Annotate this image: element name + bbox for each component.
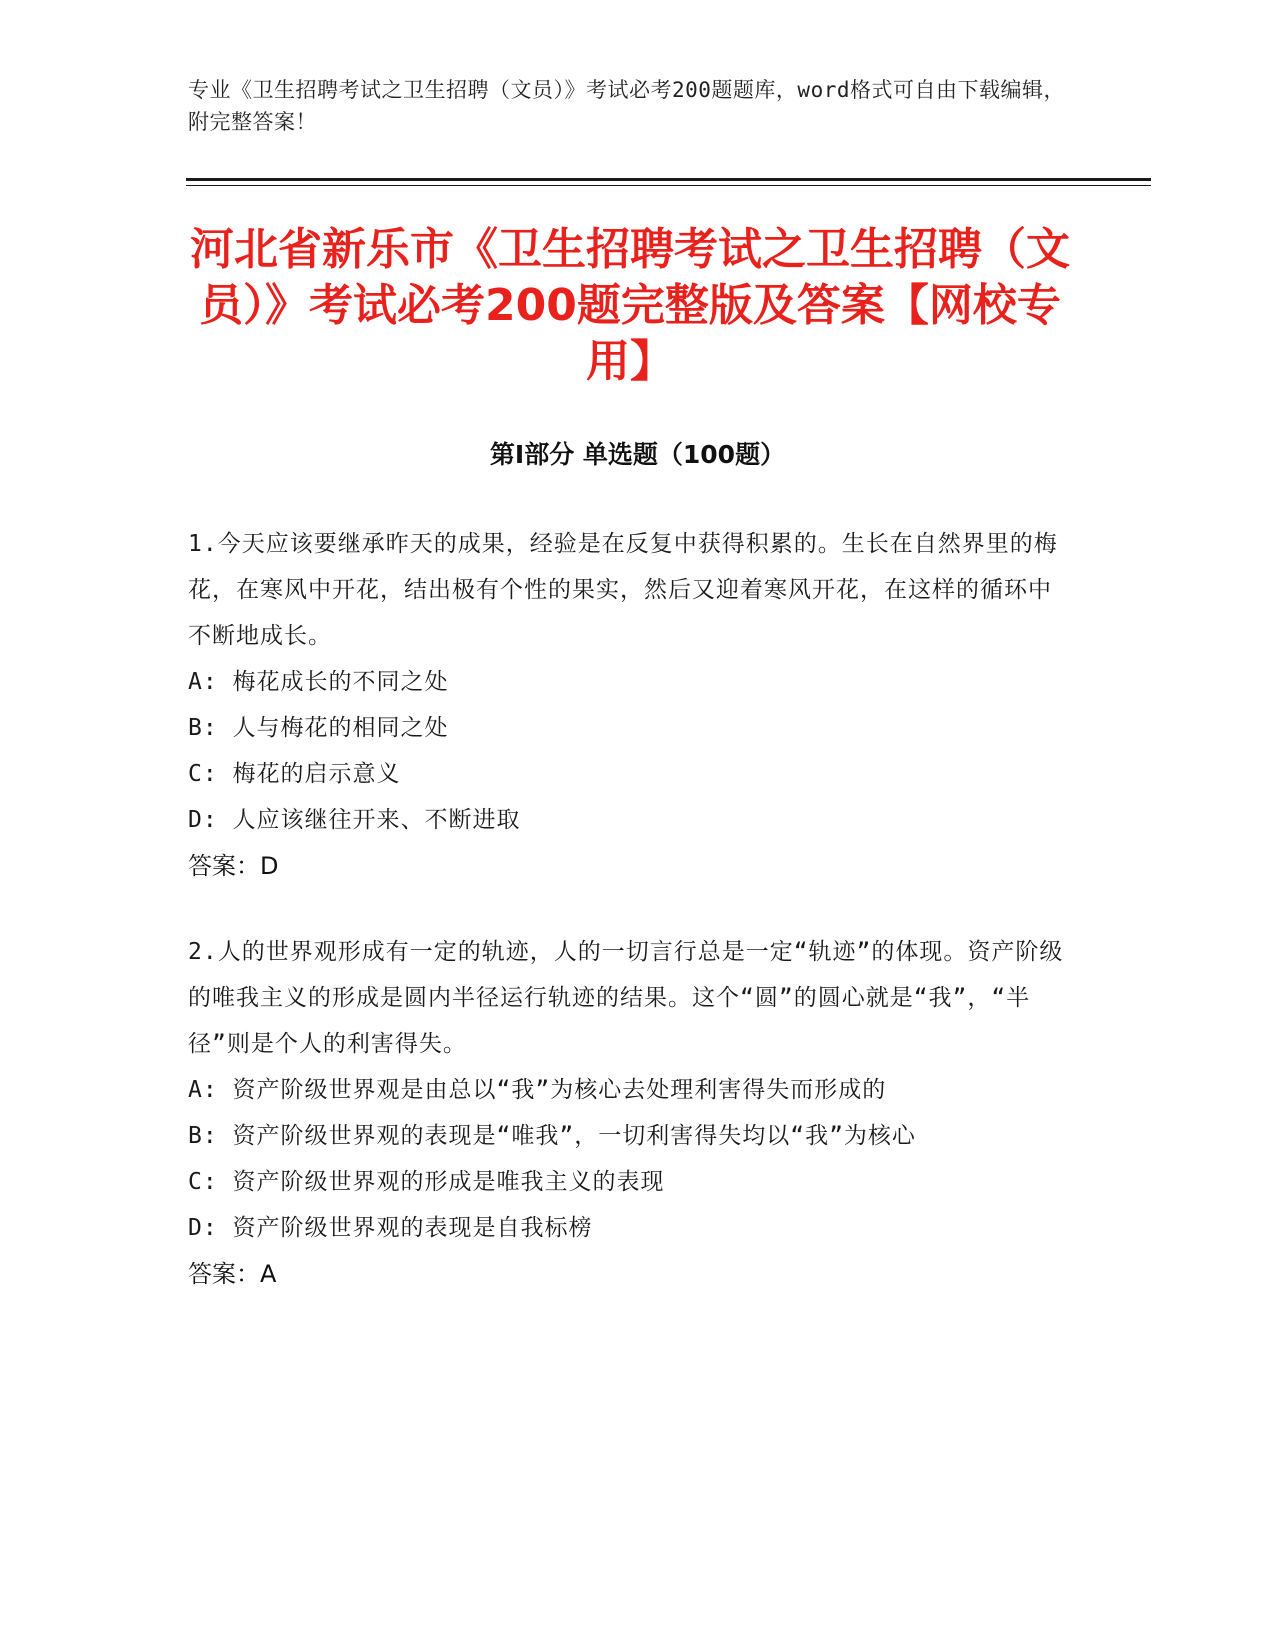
question-2	[188, 929, 1068, 1297]
header-divider-thick	[186, 178, 1151, 181]
option-b: B: 资产阶级世界观的表现是“唯我”，一切利害得失均以“我”为核心	[188, 1123, 916, 1149]
option-a: A: 梅花成长的不同之处	[188, 669, 449, 695]
header-note: 专业《卫生招聘考试之卫生招聘（文员）》考试必考200题题库，word格式可自由下载编辑，附完整答案！	[188, 78, 1065, 134]
option-d: D: 资产阶级世界观的表现是自我标榜	[188, 1215, 593, 1241]
option-a: A: 资产阶级世界观是由总以“我”为核心去处理利害得失而形成的	[188, 1077, 887, 1103]
option-c: C: 梅花的启示意义	[188, 761, 401, 787]
option-b: B: 人与梅花的相同之处	[188, 715, 449, 741]
question-stem: 2.人的世界观形成有一定的轨迹，人的一切言行总是一定“轨迹”的体现。资产阶级的唯我主义的形成是圆内半径运行轨迹的结果。这个“圆”的圆心就是“我”，“半径”则是个人的利害得失。	[188, 939, 1064, 1057]
section-heading: 第I部分 单选题（100题）	[489, 440, 786, 469]
header-divider-thin	[186, 185, 1151, 186]
question-1	[188, 521, 1068, 889]
question-stem: 1.今天应该要继承昨天的成果，经验是在反复中获得积累的。生长在自然界里的梅花，在寒风中开花，结出极有个性的果实，然后又迎着寒风开花，在这样的循环中不断地成长。	[188, 531, 1058, 649]
document-title: 河北省新乐市《卫生招聘考试之卫生招聘（文员）》考试必考200题完整版及答案【网校专用】	[190, 224, 1070, 387]
option-c: C: 资产阶级世界观的形成是唯我主义的表现	[188, 1169, 665, 1195]
answer: 答案：D	[188, 852, 279, 880]
answer: 答案：A	[188, 1260, 277, 1288]
option-d: D: 人应该继往开来、不断进取	[188, 807, 521, 833]
